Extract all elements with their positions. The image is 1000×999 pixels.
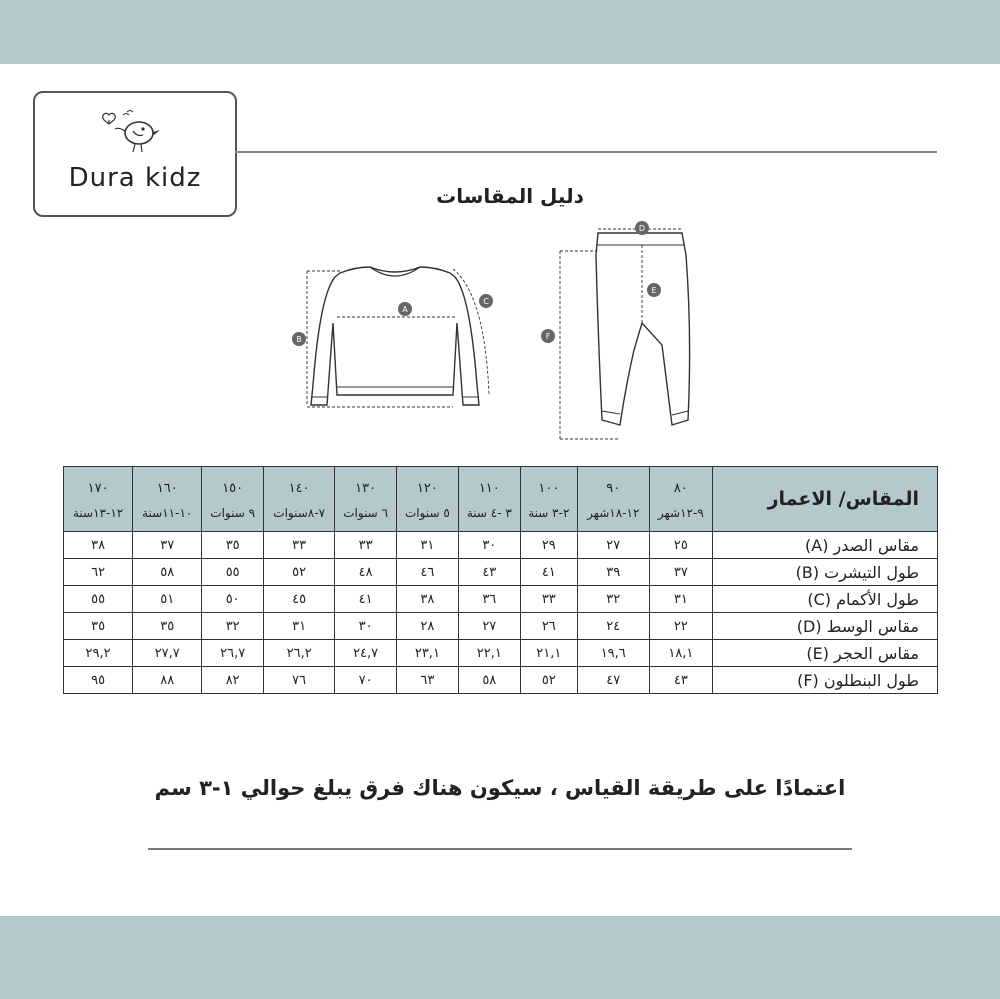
svg-text:D: D <box>638 224 646 233</box>
shirt-diagram <box>285 255 505 425</box>
measurement-note: اعتمادًا على طريقة القياس ، سيكون هناك فرق يبلغ حوالي ١-٣ سم <box>154 776 846 800</box>
row-label: طول التيشرت (B) <box>713 559 938 586</box>
table-cell: ٢١,١ <box>520 640 577 667</box>
footer-divider <box>148 848 852 850</box>
pants-diagram <box>530 215 710 445</box>
table-cell: ٢٢ <box>649 613 712 640</box>
svg-text:E: E <box>651 286 657 295</box>
table-cell: ٣٧ <box>649 559 712 586</box>
row-label: طول الأكمام (C) <box>713 586 938 613</box>
table-row <box>64 559 938 586</box>
table-cell: ٢٧ <box>577 532 649 559</box>
table-cell: ٨٨ <box>133 667 202 694</box>
table-cell: ٥٨ <box>133 559 202 586</box>
table-row <box>64 640 938 667</box>
table-cell: ٣٣ <box>264 532 335 559</box>
table-cell: ١٩,٦ <box>577 640 649 667</box>
column-header: ١٧٠ ١٢-١٣سنة <box>64 467 133 532</box>
size-table <box>63 466 938 694</box>
table-cell: ٧٠ <box>335 667 397 694</box>
table-corner-label: المقاس/ الاعمار <box>713 467 938 532</box>
table-cell: ٣٦ <box>458 586 520 613</box>
table-cell: ٢٧,٧ <box>133 640 202 667</box>
column-header: ٨٠ ٩-١٢شهر <box>649 467 712 532</box>
table-cell: ٣٩ <box>577 559 649 586</box>
table-cell: ٣٠ <box>335 613 397 640</box>
column-header: ١٢٠ ٥ سنوات <box>397 467 459 532</box>
table-cell: ١٨,١ <box>649 640 712 667</box>
table-cell: ٣٠ <box>458 532 520 559</box>
table-cell: ٢٩,٢ <box>64 640 133 667</box>
table-cell: ٣١ <box>649 586 712 613</box>
table-cell: ٣٨ <box>64 532 133 559</box>
table-row <box>64 532 938 559</box>
table-row <box>64 586 938 613</box>
table-cell: ٢٦,٢ <box>264 640 335 667</box>
table-cell: ٢٨ <box>397 613 459 640</box>
table-cell: ٢٦ <box>520 613 577 640</box>
top-band <box>0 0 1000 64</box>
bird-icon <box>97 105 167 155</box>
table-cell: ٤١ <box>520 559 577 586</box>
table-cell: ٥٠ <box>202 586 264 613</box>
table-cell: ٤٧ <box>577 667 649 694</box>
header-divider <box>235 151 937 153</box>
table-cell: ٤٥ <box>264 586 335 613</box>
table-cell: ٧٦ <box>264 667 335 694</box>
svg-text:C: C <box>483 297 489 306</box>
column-header: ١١٠ ٣ -٤ سنة <box>458 467 520 532</box>
bottom-band <box>0 916 1000 999</box>
table-row <box>64 667 938 694</box>
marker-f <box>541 329 555 343</box>
table-cell: ٣١ <box>264 613 335 640</box>
column-header: ١٤٠ ٧-٨سنوات <box>264 467 335 532</box>
table-cell: ٦٢ <box>64 559 133 586</box>
svg-text:B: B <box>296 335 302 344</box>
table-cell: ٣٣ <box>335 532 397 559</box>
column-header: ٩٠ ١٢-١٨شهر <box>577 467 649 532</box>
table-cell: ٢٦,٧ <box>202 640 264 667</box>
table-cell: ٢٤ <box>577 613 649 640</box>
table-cell: ٤٣ <box>458 559 520 586</box>
table-cell: ٣٥ <box>133 613 202 640</box>
table-cell: ٤٣ <box>649 667 712 694</box>
row-label: مقاس الحجر (E) <box>713 640 938 667</box>
table-cell: ٩٥ <box>64 667 133 694</box>
table-cell: ٥٥ <box>64 586 133 613</box>
table-cell: ٣٧ <box>133 532 202 559</box>
table-cell: ٣٥ <box>64 613 133 640</box>
table-header-row <box>64 467 938 532</box>
column-header: ١٦٠ ١٠-١١سنة <box>133 467 202 532</box>
marker-e <box>647 283 661 297</box>
table-cell: ٢٧ <box>458 613 520 640</box>
table-cell: ٢٤,٧ <box>335 640 397 667</box>
column-header: ١٣٠ ٦ سنوات <box>335 467 397 532</box>
brand-name: Dura kidz <box>68 163 202 193</box>
table-cell: ٢٩ <box>520 532 577 559</box>
table-cell: ٣٨ <box>397 586 459 613</box>
column-header: ١٠٠ ٢-٣ سنة <box>520 467 577 532</box>
svg-text:A: A <box>402 305 408 314</box>
table-cell: ٤٨ <box>335 559 397 586</box>
table-cell: ٥١ <box>133 586 202 613</box>
row-label: مقاس الوسط (D) <box>713 613 938 640</box>
table-cell: ٣٣ <box>520 586 577 613</box>
table-cell: ٤١ <box>335 586 397 613</box>
marker-c <box>479 294 493 308</box>
svg-text:F: F <box>545 332 551 341</box>
table-cell: ٤٦ <box>397 559 459 586</box>
table-cell: ٨٢ <box>202 667 264 694</box>
table-cell: ٥٢ <box>264 559 335 586</box>
marker-b <box>292 332 306 346</box>
table-row <box>64 613 938 640</box>
page-title: دليل المقاسات <box>436 184 584 208</box>
table-cell: ٣٢ <box>577 586 649 613</box>
row-label: مقاس الصدر (A) <box>713 532 938 559</box>
brand-logo <box>33 91 237 217</box>
table-cell: ٦٣ <box>397 667 459 694</box>
marker-a <box>398 302 412 316</box>
table-cell: ٣٥ <box>202 532 264 559</box>
table-cell: ٢٣,١ <box>397 640 459 667</box>
marker-d <box>635 221 649 235</box>
table-cell: ٢٥ <box>649 532 712 559</box>
table-cell: ٥٢ <box>520 667 577 694</box>
row-label: طول البنطلون (F) <box>713 667 938 694</box>
table-cell: ٢٢,١ <box>458 640 520 667</box>
table-cell: ٣١ <box>397 532 459 559</box>
column-header: ١٥٠ ٩ سنوات <box>202 467 264 532</box>
table-cell: ٥٥ <box>202 559 264 586</box>
table-cell: ٣٢ <box>202 613 264 640</box>
table-cell: ٥٨ <box>458 667 520 694</box>
